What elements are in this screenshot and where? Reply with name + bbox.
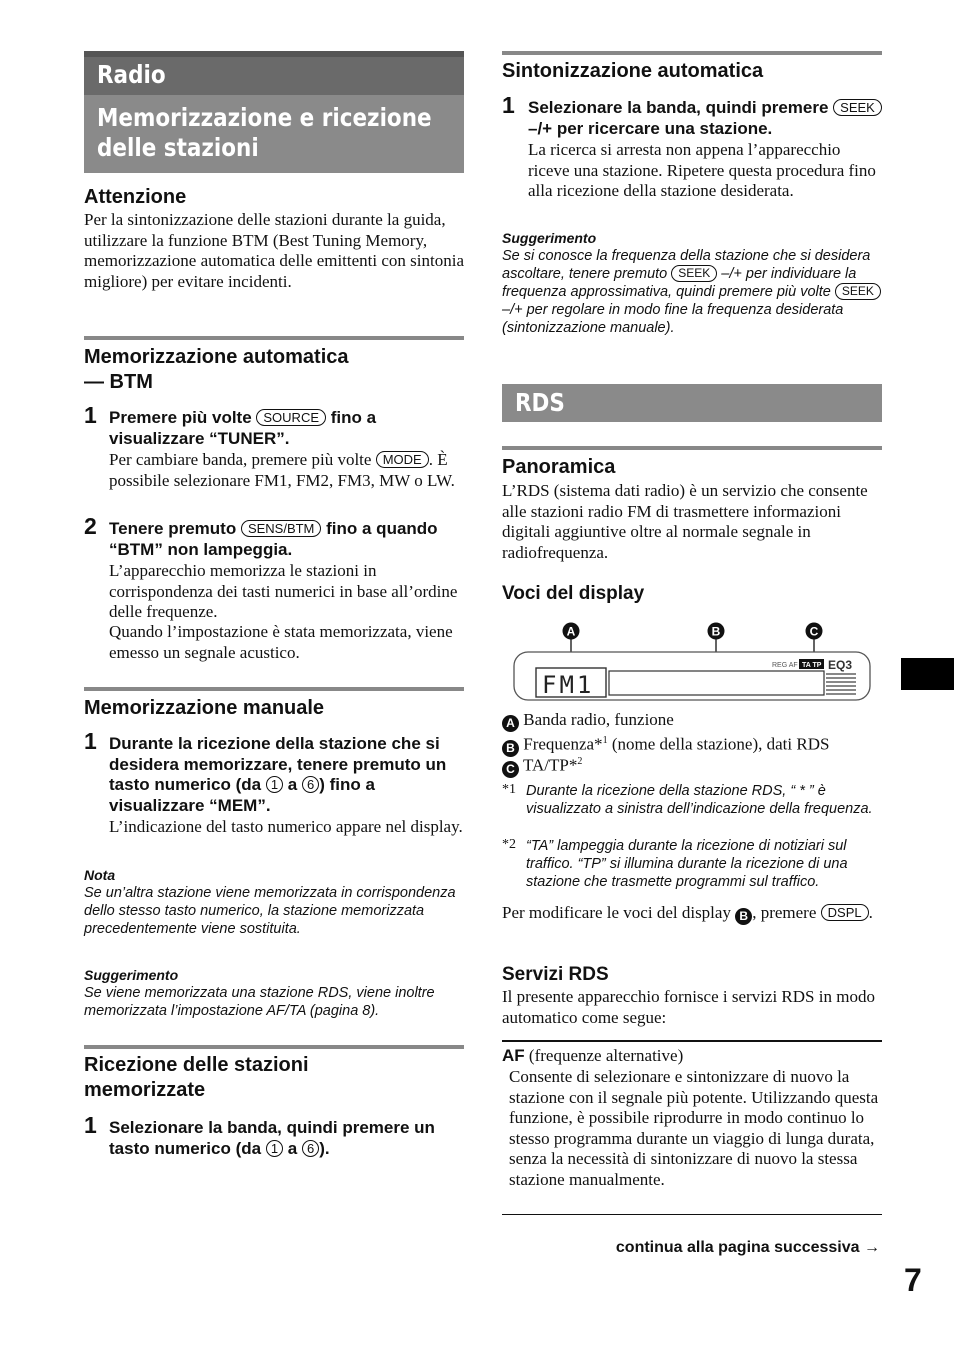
btm-step2-number: 2: [84, 513, 97, 539]
section-rule: [502, 446, 882, 450]
manuale-heading: Memorizzazione manuale: [84, 697, 325, 719]
btm-step2-text1: L’apparecchio memorizza le stazioni in corrispondenza dei tasti numerici in base all’ordine delle frequenze.: [109, 561, 458, 621]
sint-sugg-b: –/+ per individuare la frequenza approssimativa, quindi premere più volte: [502, 266, 857, 300]
ricezione-step1-b: ).: [319, 1138, 330, 1158]
key-6: 6: [302, 1140, 319, 1157]
manuale-step1-a: Durante la ricezione della stazione che si desidera memorizzare, tenere premuto un tasto numerico (da: [109, 734, 447, 794]
mode-key: MODE: [376, 451, 429, 468]
af-label: AF: [502, 1046, 525, 1065]
btm-step1-number: 1: [84, 402, 97, 428]
marker-a-label: A: [566, 624, 576, 639]
footnote-2-text: “TA” lampeggia durante la ricezione di notiziari sul traffico. “TP” si illumina durante la ricezione di una stazione che trasmette programmi sul traffico.: [526, 838, 848, 890]
ricezione-heading-line1: Ricezione delle stazioni: [84, 1054, 309, 1076]
footnote-ref-1: 1: [602, 735, 608, 746]
btm-heading-line1: Memorizzazione automatica: [84, 346, 349, 368]
sint-step1-title: [528, 98, 882, 139]
table-top-rule: [502, 1040, 882, 1042]
panoramica-heading: Panoramica: [502, 456, 616, 478]
key-1: 1: [266, 1140, 283, 1157]
marker-c-label: C: [809, 624, 819, 639]
marker-c-icon: C: [502, 761, 519, 778]
ricezione-heading-line2: memorizzate: [84, 1079, 206, 1101]
attenzione-heading: Attenzione: [84, 186, 187, 208]
rds-title: RDS: [515, 388, 565, 417]
side-tab: [901, 658, 954, 690]
footnote-1-mark: *1: [502, 782, 516, 797]
sint-sugg-text: [502, 247, 882, 337]
display-illustration: [512, 620, 874, 704]
btm-step1-text-a: Per cambiare banda, premere più volte: [109, 450, 376, 469]
table-bottom-rule: [502, 1214, 882, 1215]
key-1: 1: [266, 776, 283, 793]
sint-sugg-heading: Suggerimento: [502, 230, 597, 246]
af-text: Consente di selezionare e sintonizzare di nuovo la stazione con il segnale più potente. Utilizzando questa funzione, è possibile riprodurre in modo continuo lo stesso programma durante un viaggio di lunga durata, senza la necessità di sintonizzare di nuovo la stessa stazione manualmente.: [509, 1067, 879, 1189]
banner-subtitle-line1: Memorizzazione e ricezione: [97, 103, 432, 132]
sint-step1-a: Selezionare la banda, quindi premere: [528, 98, 834, 117]
ricezione-step1-title: [109, 1118, 464, 1159]
ricezione-step1-mid: a: [283, 1138, 302, 1158]
marker-b-icon: B: [502, 740, 519, 757]
manuale-step1-number: 1: [84, 728, 97, 754]
sintonizzazione-heading: Sintonizzazione automatica: [502, 60, 764, 82]
af-term: [502, 1046, 882, 1067]
modify-display-text: [502, 903, 882, 925]
rds-banner: [502, 384, 882, 422]
display-eq: EQ3: [828, 658, 853, 672]
sens-btm-key: SENS/BTM: [241, 520, 321, 537]
marker-a-icon: A: [502, 715, 519, 732]
sint-step1-number: 1: [502, 92, 515, 118]
footnote-2-mark: *2: [502, 837, 516, 852]
ricezione-step1-a: Selezionare la banda, quindi premere un tasto numerico (da: [109, 1118, 435, 1158]
voci-item-c-a: TA/TP*: [522, 755, 578, 775]
voci-item-a-text: Banda radio, funzione: [523, 710, 674, 729]
modify-b: , premere: [752, 903, 821, 922]
ricezione-step1-number: 1: [84, 1112, 97, 1138]
voci-item-c: [502, 752, 882, 778]
panoramica-text: L’RDS (sistema dati radio) è un servizio che consente alle stazioni radio FM di trasmettere informazioni digitali aggiuntive oltre al normale segnale in radiofrequenza.: [502, 481, 868, 562]
sint-step1-text: La ricerca si arresta non appena l’apparecchio riceve una stazione. Ripetere questa procedura fino alla ricezione della stazione desiderata.: [528, 140, 876, 200]
voci-item-b-a: Frequenza*: [523, 734, 603, 754]
btm-heading-line2: — BTM: [84, 371, 153, 393]
suggerimento-heading: Suggerimento: [84, 967, 179, 983]
marker-b-icon: B: [735, 908, 752, 925]
banner-subtitle-line2: delle stazioni: [97, 133, 259, 162]
btm-step1-b: fino a visualizzare “TUNER”.: [109, 408, 377, 448]
display-band: FM1: [542, 671, 595, 699]
btm-step1-title: [109, 408, 464, 449]
footnote-1-text: Durante la ricezione della stazione RDS, “ * ” è visualizzato a sinistra dell’indicazione della frequenza.: [526, 783, 873, 817]
sint-sugg-c: –/+ per regolare in modo fine la frequenza desiderata (sintonizzazione manuale).: [502, 302, 844, 336]
section-rule: [84, 1045, 464, 1049]
section-rule: [502, 51, 882, 55]
btm-step2-title: [109, 519, 464, 560]
suggerimento-text: Se viene memorizzata una stazione RDS, viene inoltre memorizzata l’impostazione AF/TA (pagina 8).: [84, 985, 435, 1019]
btm-step1-text-b: . È possibile selezionare FM1, FM2, FM3, MW o LW.: [109, 450, 455, 490]
marker-c: [806, 623, 823, 657]
nota-text: Se un’altra stazione viene memorizzata in corrispondenza dello stesso tasto numerico, la stazione memorizzata precedentemente viene sostituita.: [84, 885, 456, 937]
manuale-step1-title: [109, 734, 464, 816]
btm-step2-text2: Quando l’impostazione è stata memorizzata, viene emesso un segnale acustico.: [109, 622, 453, 662]
key-6: 6: [302, 776, 319, 793]
nota-heading: Nota: [84, 867, 116, 883]
radio-title: Radio: [97, 60, 166, 89]
seek-key: SEEK: [835, 283, 881, 300]
btm-step2-b: fino a quando “BTM” non lampeggia.: [109, 519, 438, 559]
page-number: 7: [904, 1262, 922, 1298]
manuale-step1-text: L’indicazione del tasto numerico appare nel display.: [109, 817, 463, 836]
servizi-heading: Servizi RDS: [502, 964, 609, 985]
modify-a: Per modificare le voci del display: [502, 903, 736, 922]
servizi-text: Il presente apparecchio fornisce i servizi RDS in modo automatico come segue:: [502, 987, 875, 1027]
dspl-key: DSPL: [821, 904, 869, 921]
sint-sugg-a: Se si conosce la frequenza della stazione che si desidera ascoltare, tenere premuto: [502, 248, 871, 282]
footnote-ref-2: 2: [577, 756, 583, 767]
voci-item-a: [502, 710, 882, 732]
section-rule: [84, 687, 464, 691]
voci-item-b-b: (nome della stazione), dati RDS: [607, 734, 830, 754]
btm-step1-a: Premere più volte: [109, 408, 257, 427]
radio-banner: [84, 51, 464, 95]
attenzione-text: Per la sintonizzazione delle stazioni durante la guida, utilizzare la funzione BTM (Best Tuning Memory, memorizzazione automatica delle emittenti con sintonia migliore) per evitare incidenti.: [84, 210, 464, 291]
marker-b-label: B: [711, 624, 721, 639]
seek-key: SEEK: [833, 99, 882, 116]
source-key: SOURCE: [256, 409, 326, 426]
af-paren: (frequenze alternative): [524, 1046, 684, 1065]
voci-heading: Voci del display: [502, 583, 645, 604]
btm-step1-text: [109, 450, 464, 491]
continue-text: continua alla pagina successiva →: [615, 1239, 880, 1256]
display-small: REG AF: [772, 662, 798, 669]
manuale-step1-b: ) fino a visualizzare “MEM”.: [109, 775, 375, 815]
modify-c: .: [868, 903, 873, 922]
sint-step1-b: –/+ per ricercare una stazione.: [528, 118, 773, 138]
section-rule: [84, 336, 464, 340]
btm-step2-a: Tenere premuto: [109, 519, 241, 538]
manuale-step1-mid: a: [283, 775, 302, 794]
display-frequency-box: [609, 671, 824, 695]
display-tatp: TA TP: [802, 662, 822, 669]
memorizzazione-banner: [84, 95, 464, 173]
seek-key: SEEK: [671, 265, 717, 282]
